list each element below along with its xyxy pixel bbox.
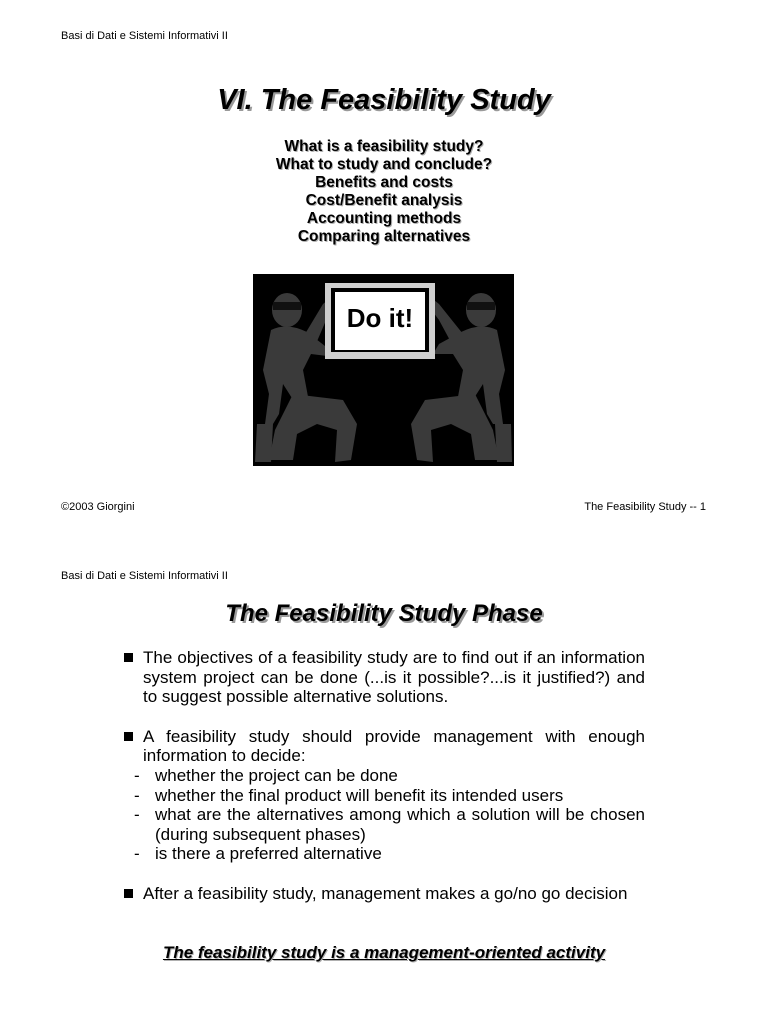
page1-footer-left xyxy=(61,501,135,513)
sub-item: - whether the final product will benefit its intended users xyxy=(134,785,564,805)
page2-header: Basi di Dati e Sistemi Informativi II xyxy=(61,570,228,582)
topic-item: What to study and conclude? xyxy=(275,156,493,173)
sub-item: - whether the project can be done xyxy=(134,765,398,785)
page2-title: The Feasibility Study Phase xyxy=(225,600,543,627)
square-bullet-icon xyxy=(124,889,133,898)
sub-item-text: whether the project can be done xyxy=(155,765,398,785)
sub-item: - what are the alternatives among which a solution will be chosen (during subsequent phases) xyxy=(134,805,645,844)
do-it-clipart xyxy=(253,274,514,466)
square-bullet-icon xyxy=(124,732,133,741)
bullet-item xyxy=(122,884,645,904)
sign-text: Do it! xyxy=(346,303,414,333)
sub-item: - is there a preferred alternative xyxy=(134,844,382,864)
copyright-mark: © xyxy=(61,501,70,513)
bullet-item xyxy=(122,648,645,707)
sub-item-text: whether the final product will benefit its intended users xyxy=(155,785,564,805)
sub-item-text: is there a preferred alternative xyxy=(155,844,382,864)
page1-footer-right: The Feasibility Study -- 1 xyxy=(584,501,706,513)
topics-list xyxy=(0,138,768,246)
topic-item: Cost/Benefit analysis xyxy=(305,192,463,209)
bullet-text: After a feasibility study, management makes a go/no go decision xyxy=(143,883,628,903)
closing-statement: The feasibility study is a management-oriented activity xyxy=(162,943,606,962)
topic-item: Accounting methods xyxy=(306,210,462,227)
topic-item: Benefits and costs xyxy=(315,174,453,191)
sub-item-text: what are the alternatives among which a solution will be chosen (during subsequent phases) xyxy=(155,805,645,844)
page2-content xyxy=(122,648,645,904)
footer-copyright: 2003 Giorgini xyxy=(69,501,135,513)
square-bullet-icon xyxy=(124,653,133,662)
topic-item: What is a feasibility study? xyxy=(284,138,484,155)
topic-item: Comparing alternatives xyxy=(297,228,471,245)
bullet-text: The objectives of a feasibility study are to find out if an information system project can be done (...is it possible?...is it justified?) and to suggest possible alternative solutions. xyxy=(143,648,645,707)
page1-header: Basi di Dati e Sistemi Informativi II xyxy=(61,30,228,42)
bullet-text: A feasibility study should provide management with enough information to decide: xyxy=(143,726,645,766)
page1-title: VI. The Feasibility Study xyxy=(217,84,551,116)
bullet-item xyxy=(122,727,645,766)
figures-illustration xyxy=(253,274,514,466)
